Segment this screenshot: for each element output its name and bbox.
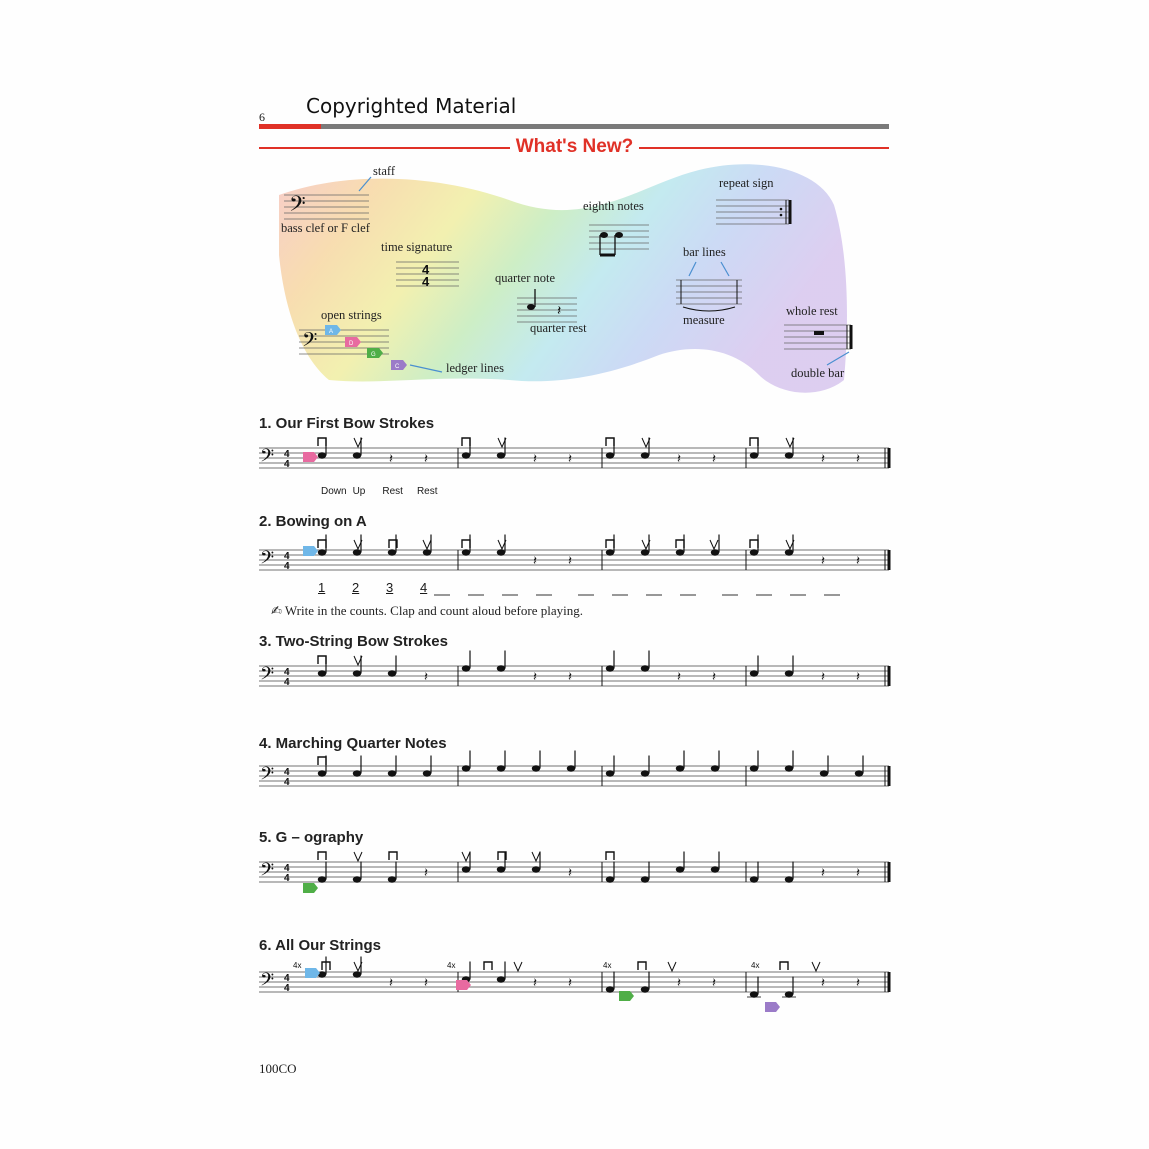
quarter-rest: 𝄽 [568,553,572,568]
up-bow-icon [532,852,540,861]
exercise-title-4: 4. Marching Quarter Notes [259,735,447,752]
quarter-note [750,452,758,458]
quarter-note [606,770,614,776]
quarter-rest: 𝄽 [389,451,393,466]
quarter-rest: 𝄽 [424,865,428,880]
time-signature-bottom: 4 [284,983,290,994]
bow-direction-labels: Down Up Rest Rest [321,486,438,497]
down-bow-icon [780,962,788,970]
quarter-note [855,770,863,776]
quarter-note [711,765,719,771]
label-ledger-lines: ledger lines [446,361,504,375]
time-signature-top: 4 [284,767,290,778]
time-signature-top: 4 [284,551,290,562]
label-staff: staff [373,164,395,178]
down-bow-icon [750,540,758,548]
label-bar-lines: bar lines [683,245,726,259]
page-number: 6 [259,110,265,124]
quarter-note [318,452,326,458]
quarter-note [318,770,326,776]
bass-clef-icon: 𝄢 [260,859,275,884]
string-tag [303,452,318,462]
quarter-note [462,452,470,458]
label-time-signature: time signature [381,240,453,254]
svg-text:A: A [329,329,334,335]
quarter-note [641,876,649,882]
quarter-rest: 𝄽 [856,451,860,466]
quarter-note [641,770,649,776]
quarter-note [462,765,470,771]
down-bow-icon [389,852,397,860]
quarter-note [820,770,828,776]
quarter-note [388,670,396,676]
down-bow-icon [606,540,614,548]
down-bow-icon [462,540,470,548]
repeat-count: 4x [751,961,760,970]
svg-text:G: G [371,352,376,358]
repeat-count: 4x [603,961,612,970]
up-bow-icon [668,962,676,971]
quarter-rest: 𝄽 [856,553,860,568]
quarter-note [641,549,649,555]
quarter-note [462,549,470,555]
quarter-rest: 𝄽 [568,451,572,466]
bass-clef-icon: 𝄢 [260,663,275,688]
count-numbers: 1 2 3 4 [318,580,428,595]
quarter-note [318,876,326,882]
quarter-rest: 𝄽 [712,975,716,990]
quarter-note [641,986,649,992]
quarter-rest: 𝄽 [568,975,572,990]
quarter-rest: 𝄽 [389,975,393,990]
quarter-rest: 𝄽 [856,975,860,990]
label-quarter-note: quarter note [495,271,556,285]
quarter-note [785,670,793,676]
quarter-note [750,765,758,771]
quarter-rest: 𝄽 [568,669,572,684]
bass-clef-icon: 𝄢 [289,191,306,221]
time-signature-bottom: 4 [284,677,290,688]
bass-clef-icon: 𝄢 [260,445,275,470]
pencil-hand-icon: ✍ [271,604,282,619]
label-eighth-notes: eighth notes [583,199,644,213]
quarter-note [388,770,396,776]
instruction: ✍ Write in the counts. Clap and count aloud before playing. [271,603,583,619]
quarter-note [750,876,758,882]
quarter-note [353,452,361,458]
string-tag [765,1002,780,1012]
quarter-note [785,452,793,458]
quarter-note [497,765,505,771]
quarter-rest: 𝄽 [821,451,825,466]
down-bow-icon [676,540,684,548]
quarter-rest: 𝄽 [533,975,537,990]
quarter-note [676,765,684,771]
exercise-title-3: 3. Two-String Bow Strokes [259,633,448,650]
quarter-rest: 𝄽 [677,975,681,990]
quarter-note [532,866,540,872]
exercise-title-6: 6. All Our Strings [259,937,381,954]
quarter-note [785,549,793,555]
svg-text:D: D [349,341,354,347]
quarter-note [567,765,575,771]
repeat-count: 4x [293,961,302,970]
up-bow-icon [354,852,362,861]
quarter-note [462,866,470,872]
quarter-rest: 𝄽 [424,975,428,990]
label-repeat-sign: repeat sign [719,176,774,190]
quarter-note [606,986,614,992]
quarter-note [462,665,470,671]
quarter-note [497,452,505,458]
quarter-rest: 𝄽 [712,669,716,684]
down-bow-icon [318,852,326,860]
up-bow-icon [462,852,470,861]
copyright-watermark: Copyrighted Material [306,94,517,118]
quarter-note [750,670,758,676]
quarter-note [388,549,396,555]
exercise-title-2: 2. Bowing on A [259,513,367,530]
quarter-note [497,665,505,671]
quarter-note [641,665,649,671]
quarter-note [497,866,505,872]
time-signature-bottom: 4 [284,873,290,884]
label-open-strings: open strings [321,308,382,322]
svg-text:4: 4 [422,262,430,277]
quarter-note [711,866,719,872]
quarter-note [353,670,361,676]
label-quarter-rest: quarter rest [530,321,587,335]
exercise-title-5: 5. G – ography [259,829,364,846]
down-bow-icon [606,438,614,446]
quarter-note [497,549,505,555]
quarter-rest: 𝄽 [533,553,537,568]
quarter-note [318,549,326,555]
time-signature-top: 4 [284,973,290,984]
bass-clef-icon: 𝄢 [260,547,275,572]
label-measure: measure [683,313,725,327]
down-bow-icon [318,656,326,664]
section-title: What's New? [0,136,1149,158]
quarter-rest: 𝄽 [821,553,825,568]
down-bow-icon [606,852,614,860]
svg-text:4: 4 [422,274,430,289]
quarter-note [785,876,793,882]
quarter-note [353,971,361,977]
down-bow-icon [318,757,326,765]
string-tag [303,883,318,893]
quarter-rest: 𝄽 [712,451,716,466]
quarter-note [606,665,614,671]
quarter-note [353,549,361,555]
label-bass-clef: bass clef or F clef [281,221,370,235]
svg-text:C: C [395,364,400,370]
quarter-note [353,770,361,776]
quarter-note [676,866,684,872]
down-bow-icon [638,962,646,970]
time-signature-bottom: 4 [284,561,290,572]
quarter-rest: 𝄽 [677,451,681,466]
quarter-rest: 𝄽 [568,865,572,880]
quarter-note [423,549,431,555]
quarter-note [388,876,396,882]
quarter-note [353,876,361,882]
quarter-note [750,549,758,555]
bass-clef-icon: 𝄢 [260,969,275,994]
down-bow-icon [484,962,492,970]
up-bow-icon [514,962,522,971]
string-tag [305,968,320,978]
exercise-title-1: 1. Our First Bow Strokes [259,415,435,432]
quarter-note [606,452,614,458]
quarter-rest: 𝄽 [424,669,428,684]
string-tag [303,546,318,556]
repeat-count: 4x [447,961,456,970]
quarter-note [711,549,719,555]
time-signature-bottom: 4 [284,459,290,470]
quarter-note [606,876,614,882]
label-double-bar: double bar [791,366,845,380]
quarter-note [497,976,505,982]
down-bow-icon [318,540,326,548]
quarter-rest: 𝄽 [533,451,537,466]
quarter-rest: 𝄽 [821,669,825,684]
down-bow-icon [462,438,470,446]
down-bow-icon [318,438,326,446]
quarter-note [641,452,649,458]
footer-code: 100CO [259,1061,297,1076]
quarter-note [606,549,614,555]
bass-clef-icon: 𝄢 [260,763,275,788]
string-tag [619,991,634,1001]
up-bow-icon [812,962,820,971]
quarter-rest: 𝄽 [533,669,537,684]
down-bow-icon [750,438,758,446]
quarter-rest: 𝄽 [677,669,681,684]
up-bow-icon [423,540,431,549]
quarter-note [676,549,684,555]
svg-text:𝄽: 𝄽 [557,302,562,318]
quarter-note [318,670,326,676]
quarter-note [423,770,431,776]
quarter-note [785,765,793,771]
quarter-rest: 𝄽 [424,451,428,466]
quarter-rest: 𝄽 [856,669,860,684]
time-signature-top: 4 [284,667,290,678]
up-bow-icon [710,540,718,549]
quarter-note [532,765,540,771]
time-signature-bottom: 4 [284,777,290,788]
svg-text:𝄢: 𝄢 [302,329,318,356]
time-signature-top: 4 [284,863,290,874]
quarter-rest: 𝄽 [821,865,825,880]
time-signature-top: 4 [284,449,290,460]
label-whole-rest: whole rest [786,304,838,318]
quarter-rest: 𝄽 [856,865,860,880]
quarter-rest: 𝄽 [821,975,825,990]
